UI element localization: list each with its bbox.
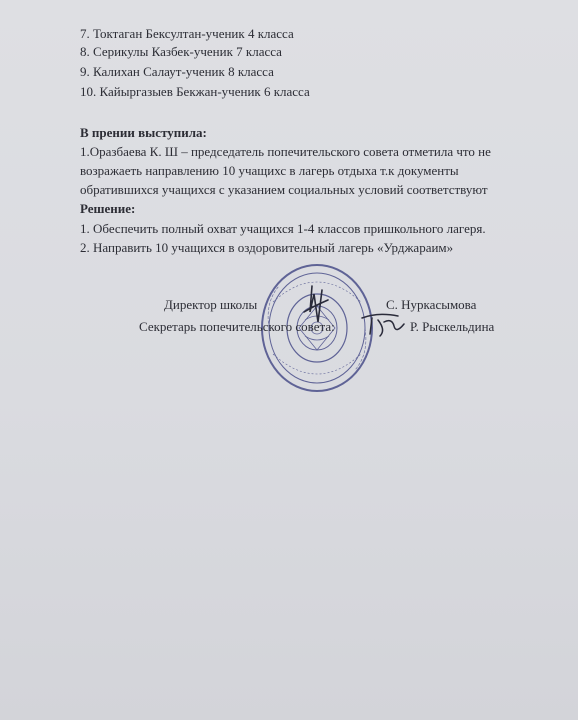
debate-line: 1.Оразбаева К. Ш – председатель попечительского совета отметила что не <box>80 144 491 159</box>
director-name: С. Нуркасымова <box>386 297 477 312</box>
secretary-role: Секретарь попечительского совета: <box>139 319 335 334</box>
decision-heading: Решение: <box>80 201 136 216</box>
debate-line: обратившихся учащихся с указанием социальных условий соответствуют <box>80 182 488 197</box>
list-item: 7. Токтаган Бексултан-ученик 4 класса <box>80 26 294 41</box>
decision-item: 1. Обеспечить полный охват учащихся 1-4 классов пришкольного лагеря. <box>80 221 486 236</box>
list-item: 9. Калихан Салаут-ученик 8 класса <box>80 64 274 79</box>
secretary-signature-icon <box>358 310 406 340</box>
director-signature-icon <box>298 282 332 330</box>
debate-heading: В прении выступила: <box>80 125 207 140</box>
list-item: 8. Серикулы Казбек-ученик 7 класса <box>80 44 282 59</box>
secretary-name: Р. Рыскельдина <box>410 319 495 334</box>
debate-line: возражаеть направлению 10 учащихс в лагерь отдыха т.к документы <box>80 163 459 178</box>
director-role: Директор школы <box>164 297 258 312</box>
list-item: 10. Кайыргазыев Бекжан-ученик 6 класса <box>80 84 310 99</box>
decision-item: 2. Направить 10 учащихся в оздоровительный лагерь «Урджараим» <box>80 240 454 255</box>
